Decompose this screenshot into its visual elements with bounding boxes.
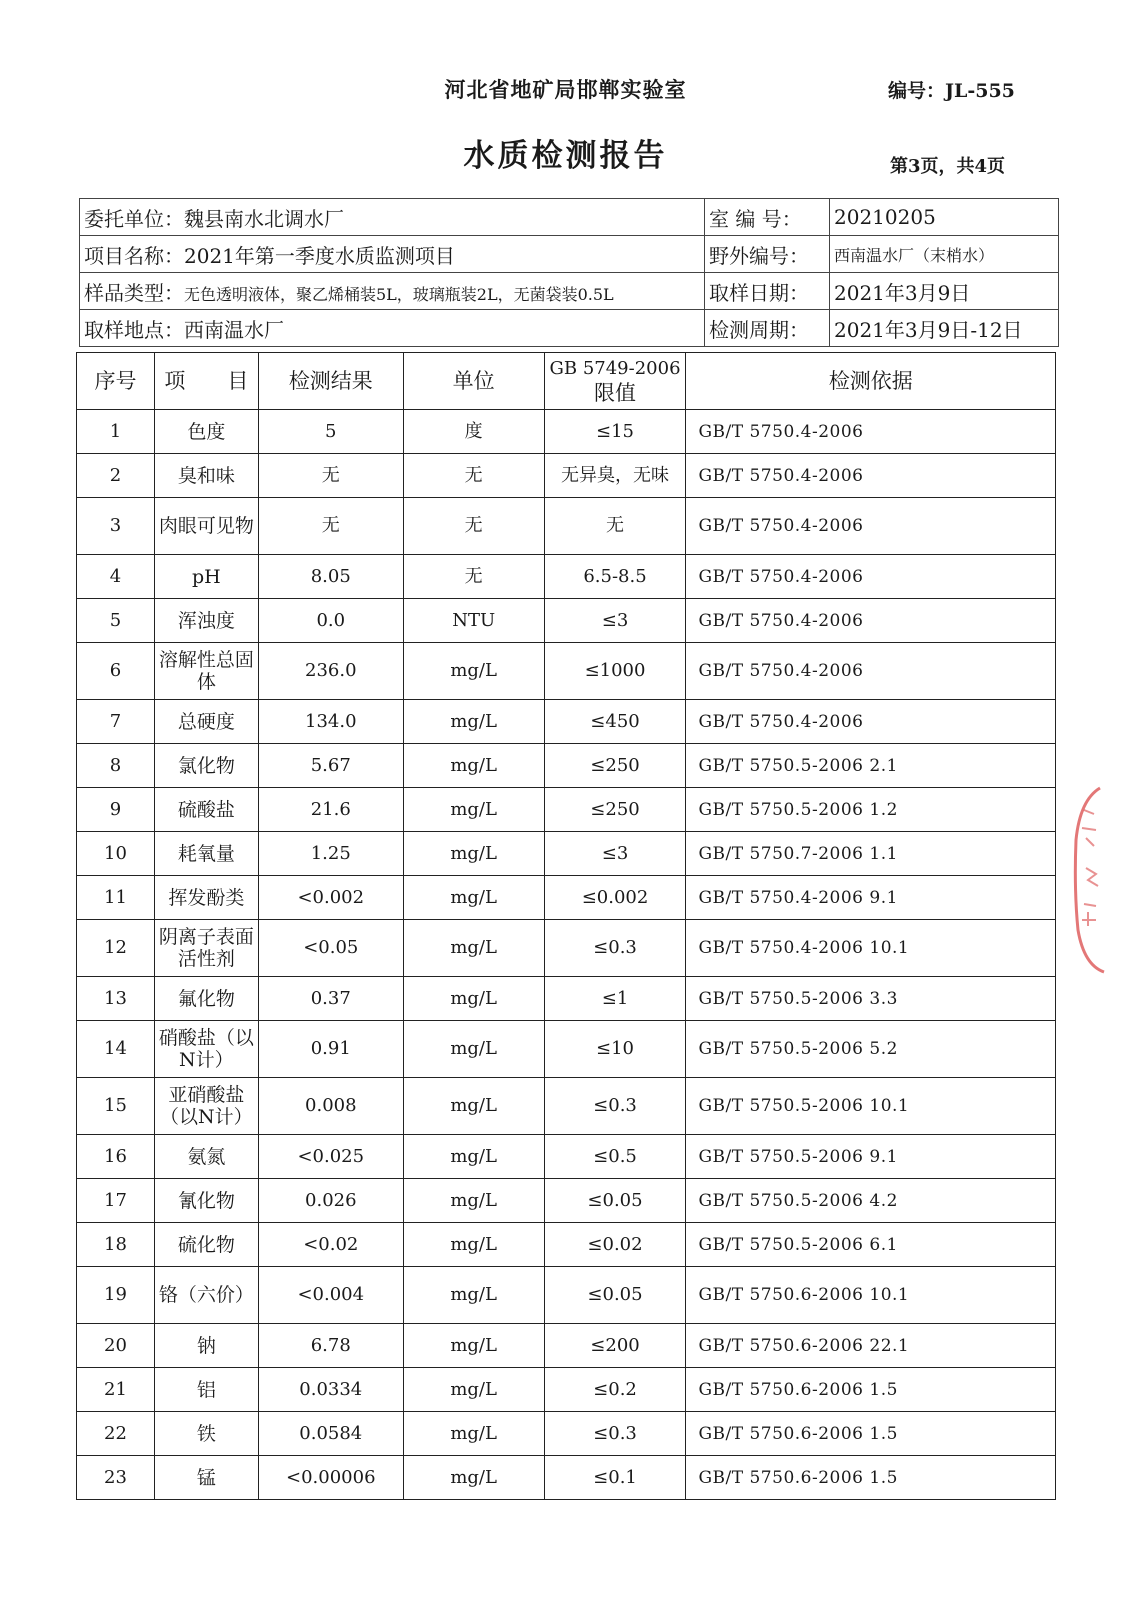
table-row	[77, 410, 1056, 454]
table-row	[77, 498, 1056, 555]
row-limit: 无	[544, 498, 686, 555]
row-item: 亚硝酸盐（以N计）	[154, 1078, 258, 1135]
row-unit: mg/L	[403, 832, 544, 876]
row-result: 无	[258, 454, 403, 498]
row-limit: ≤0.5	[544, 1135, 686, 1179]
row-unit: mg/L	[403, 1456, 544, 1500]
row-basis: GB/T 5750.4-2006	[686, 643, 1056, 700]
row-basis: GB/T 5750.4-2006	[686, 454, 1056, 498]
row-basis: GB/T 5750.4-2006	[686, 599, 1056, 643]
header-unit: 单位	[403, 353, 544, 410]
row-item: 浑浊度	[154, 599, 258, 643]
row-item: 锰	[154, 1456, 258, 1500]
row-limit: 6.5-8.5	[544, 555, 686, 599]
row-unit: mg/L	[403, 1179, 544, 1223]
stamp-mark-bottom	[1082, 904, 1096, 926]
row-basis: GB/T 5750.4-2006	[686, 555, 1056, 599]
header-limit	[544, 353, 686, 410]
row-result: 0.008	[258, 1078, 403, 1135]
row-no: 6	[77, 643, 155, 700]
row-no: 9	[77, 788, 155, 832]
row-no: 19	[77, 1267, 155, 1324]
row-result: 0.91	[258, 1021, 403, 1078]
row-item: 臭和味	[154, 454, 258, 498]
row-basis: GB/T 5750.5-2006 3.3	[686, 977, 1056, 1021]
row-no: 17	[77, 1179, 155, 1223]
row-unit: mg/L	[403, 1412, 544, 1456]
sample-info-table	[79, 198, 1059, 347]
row-basis: GB/T 5750.6-2006 1.5	[686, 1368, 1056, 1412]
row-no: 21	[77, 1368, 155, 1412]
field-no-cell	[830, 236, 1059, 273]
row-no: 4	[77, 555, 155, 599]
table-row	[77, 920, 1056, 977]
project-value: 2021年第一季度水质监测项目	[184, 243, 455, 268]
header-limit-line1: GB 5749-2006	[549, 358, 681, 379]
row-result: 134.0	[258, 700, 403, 744]
row-basis: GB/T 5750.7-2006 1.1	[686, 832, 1056, 876]
row-item: 总硬度	[154, 700, 258, 744]
table-row	[77, 788, 1056, 832]
row-no: 14	[77, 1021, 155, 1078]
row-item: 氰化物	[154, 1179, 258, 1223]
sample-type-label: 样品类型：	[84, 280, 184, 305]
table-row	[77, 1412, 1056, 1456]
table-row	[77, 1179, 1056, 1223]
row-item: 挥发酚类	[154, 876, 258, 920]
row-basis: GB/T 5750.5-2006 4.2	[686, 1179, 1056, 1223]
row-item: 溶解性总固体	[154, 643, 258, 700]
page-info: 第3页，共4页	[890, 156, 1006, 177]
row-limit: ≤1	[544, 977, 686, 1021]
row-result: 0.0	[258, 599, 403, 643]
header-basis: 检测依据	[686, 353, 1056, 410]
row-unit: 无	[403, 498, 544, 555]
document-number: 编号：JL-555	[888, 80, 1015, 102]
row-item: 硫酸盐	[154, 788, 258, 832]
row-result: 5.67	[258, 744, 403, 788]
table-row	[77, 1267, 1056, 1324]
row-limit: ≤3	[544, 832, 686, 876]
row-item: 钠	[154, 1324, 258, 1368]
row-limit: ≤0.02	[544, 1223, 686, 1267]
row-unit: mg/L	[403, 1135, 544, 1179]
row-result: 0.0334	[258, 1368, 403, 1412]
table-row	[77, 876, 1056, 920]
row-item: 铬（六价）	[154, 1267, 258, 1324]
row-unit: mg/L	[403, 977, 544, 1021]
row-no: 7	[77, 700, 155, 744]
row-unit: mg/L	[403, 788, 544, 832]
row-unit: 度	[403, 410, 544, 454]
row-limit: ≤250	[544, 744, 686, 788]
table-row	[77, 599, 1056, 643]
row-limit: ≤250	[544, 788, 686, 832]
row-result: 0.37	[258, 977, 403, 1021]
row-no: 12	[77, 920, 155, 977]
row-basis: GB/T 5750.4-2006	[686, 410, 1056, 454]
row-unit: 无	[403, 454, 544, 498]
row-no: 2	[77, 454, 155, 498]
row-no: 13	[77, 977, 155, 1021]
row-limit: ≤0.3	[544, 920, 686, 977]
row-item: 氟化物	[154, 977, 258, 1021]
row-result: <0.004	[258, 1267, 403, 1324]
row-result: 8.05	[258, 555, 403, 599]
location-row	[80, 310, 705, 347]
row-no: 11	[77, 876, 155, 920]
row-no: 3	[77, 498, 155, 555]
row-no: 20	[77, 1324, 155, 1368]
header-item: 项 目	[154, 353, 258, 410]
row-result: <0.00006	[258, 1456, 403, 1500]
sample-type-row	[80, 273, 705, 310]
table-row	[77, 1021, 1056, 1078]
row-no: 22	[77, 1412, 155, 1456]
row-result: <0.002	[258, 876, 403, 920]
row-basis: GB/T 5750.4-2006 9.1	[686, 876, 1056, 920]
row-result: 6.78	[258, 1324, 403, 1368]
row-basis: GB/T 5750.5-2006 9.1	[686, 1135, 1056, 1179]
row-no: 16	[77, 1135, 155, 1179]
row-result: 236.0	[258, 643, 403, 700]
row-no: 1	[77, 410, 155, 454]
row-result: 1.25	[258, 832, 403, 876]
row-unit: mg/L	[403, 920, 544, 977]
table-row	[77, 1368, 1056, 1412]
table-row	[77, 832, 1056, 876]
organization-name: 河北省地矿局邯郸实验室	[444, 77, 687, 102]
row-item: 铁	[154, 1412, 258, 1456]
row-basis: GB/T 5750.5-2006 10.1	[686, 1078, 1056, 1135]
row-basis: GB/T 5750.6-2006 1.5	[686, 1412, 1056, 1456]
row-no: 15	[77, 1078, 155, 1135]
client-row	[80, 199, 705, 236]
row-unit: mg/L	[403, 700, 544, 744]
row-limit: ≤0.05	[544, 1267, 686, 1324]
row-unit: mg/L	[403, 1223, 544, 1267]
stamp-mark-mid	[1086, 868, 1098, 886]
row-basis: GB/T 5750.6-2006 10.1	[686, 1267, 1056, 1324]
client-value: 魏县南水北调水厂	[184, 206, 344, 231]
header-limit-line2: 限值	[594, 381, 637, 405]
red-seal-stamp	[1070, 780, 1108, 980]
table-row	[77, 555, 1056, 599]
sample-date-label: 取样日期：	[705, 273, 830, 310]
row-result: 0.0584	[258, 1412, 403, 1456]
row-no: 8	[77, 744, 155, 788]
table-row	[77, 1456, 1056, 1500]
row-limit: ≤0.1	[544, 1456, 686, 1500]
stamp-mark-top	[1082, 810, 1096, 846]
row-basis: GB/T 5750.4-2006	[686, 700, 1056, 744]
row-unit: mg/L	[403, 1078, 544, 1135]
table-row	[77, 1324, 1056, 1368]
row-limit: ≤3	[544, 599, 686, 643]
lab-no-label: 室 编 号：	[705, 199, 830, 236]
row-limit: ≤450	[544, 700, 686, 744]
row-unit: mg/L	[403, 1021, 544, 1078]
row-limit: ≤0.002	[544, 876, 686, 920]
table-row	[77, 977, 1056, 1021]
row-limit: ≤0.3	[544, 1412, 686, 1456]
period-value: 2021年3月9日-12日	[830, 310, 1059, 347]
sample-type-value: 无色透明液体，聚乙烯桶装5L，玻璃瓶装2L，无菌袋装0.5L	[184, 284, 614, 304]
results-rows	[77, 410, 1056, 1500]
header-no: 序号	[77, 353, 155, 410]
row-basis: GB/T 5750.5-2006 1.2	[686, 788, 1056, 832]
client-label: 委托单位：	[84, 206, 184, 231]
table-row	[77, 700, 1056, 744]
row-basis: GB/T 5750.5-2006 5.2	[686, 1021, 1056, 1078]
table-row	[77, 454, 1056, 498]
row-result: <0.025	[258, 1135, 403, 1179]
project-row	[80, 236, 705, 273]
row-unit: mg/L	[403, 1267, 544, 1324]
row-item: 氨氮	[154, 1135, 258, 1179]
location-value: 西南温水厂	[184, 317, 284, 342]
table-row	[77, 1135, 1056, 1179]
row-no: 18	[77, 1223, 155, 1267]
row-result: <0.05	[258, 920, 403, 977]
field-no-label: 野外编号：	[705, 236, 830, 273]
row-result: 无	[258, 498, 403, 555]
row-limit: 无异臭，无味	[544, 454, 686, 498]
row-basis: GB/T 5750.4-2006	[686, 498, 1056, 555]
row-limit: ≤10	[544, 1021, 686, 1078]
row-item: 硝酸盐（以N计）	[154, 1021, 258, 1078]
results-table	[76, 352, 1056, 1500]
header-result: 检测结果	[258, 353, 403, 410]
row-limit: ≤0.05	[544, 1179, 686, 1223]
field-no-value: 西南温水厂（末梢水）	[834, 246, 995, 265]
lab-no-value: 20210205	[830, 199, 1059, 236]
row-unit: mg/L	[403, 1368, 544, 1412]
row-result: 0.026	[258, 1179, 403, 1223]
row-basis: GB/T 5750.5-2006 6.1	[686, 1223, 1056, 1267]
row-result: 5	[258, 410, 403, 454]
row-basis: GB/T 5750.4-2006 10.1	[686, 920, 1056, 977]
table-row	[77, 1078, 1056, 1135]
row-item: 氯化物	[154, 744, 258, 788]
report-title: 水质检测报告	[463, 138, 668, 174]
row-item: 耗氧量	[154, 832, 258, 876]
row-no: 10	[77, 832, 155, 876]
row-unit: mg/L	[403, 643, 544, 700]
row-limit: ≤1000	[544, 643, 686, 700]
row-unit: mg/L	[403, 876, 544, 920]
row-item: pH	[154, 555, 258, 599]
table-row	[77, 1223, 1056, 1267]
row-result: <0.02	[258, 1223, 403, 1267]
row-basis: GB/T 5750.5-2006 2.1	[686, 744, 1056, 788]
period-label: 检测周期：	[705, 310, 830, 347]
location-label: 取样地点：	[84, 317, 184, 342]
row-item: 阴离子表面活性剂	[154, 920, 258, 977]
row-item: 铝	[154, 1368, 258, 1412]
table-row	[77, 643, 1056, 700]
row-limit: ≤15	[544, 410, 686, 454]
row-item: 色度	[154, 410, 258, 454]
row-item: 肉眼可见物	[154, 498, 258, 555]
row-no: 5	[77, 599, 155, 643]
row-basis: GB/T 5750.6-2006 22.1	[686, 1324, 1056, 1368]
row-result: 21.6	[258, 788, 403, 832]
row-limit: ≤200	[544, 1324, 686, 1368]
row-item: 硫化物	[154, 1223, 258, 1267]
row-limit: ≤0.2	[544, 1368, 686, 1412]
row-basis: GB/T 5750.6-2006 1.5	[686, 1456, 1056, 1500]
table-row	[77, 744, 1056, 788]
row-unit: 无	[403, 555, 544, 599]
row-unit: mg/L	[403, 1324, 544, 1368]
row-unit: mg/L	[403, 744, 544, 788]
row-unit: NTU	[403, 599, 544, 643]
row-limit: ≤0.3	[544, 1078, 686, 1135]
sample-date-value: 2021年3月9日	[830, 273, 1059, 310]
row-no: 23	[77, 1456, 155, 1500]
project-label: 项目名称：	[84, 243, 184, 268]
